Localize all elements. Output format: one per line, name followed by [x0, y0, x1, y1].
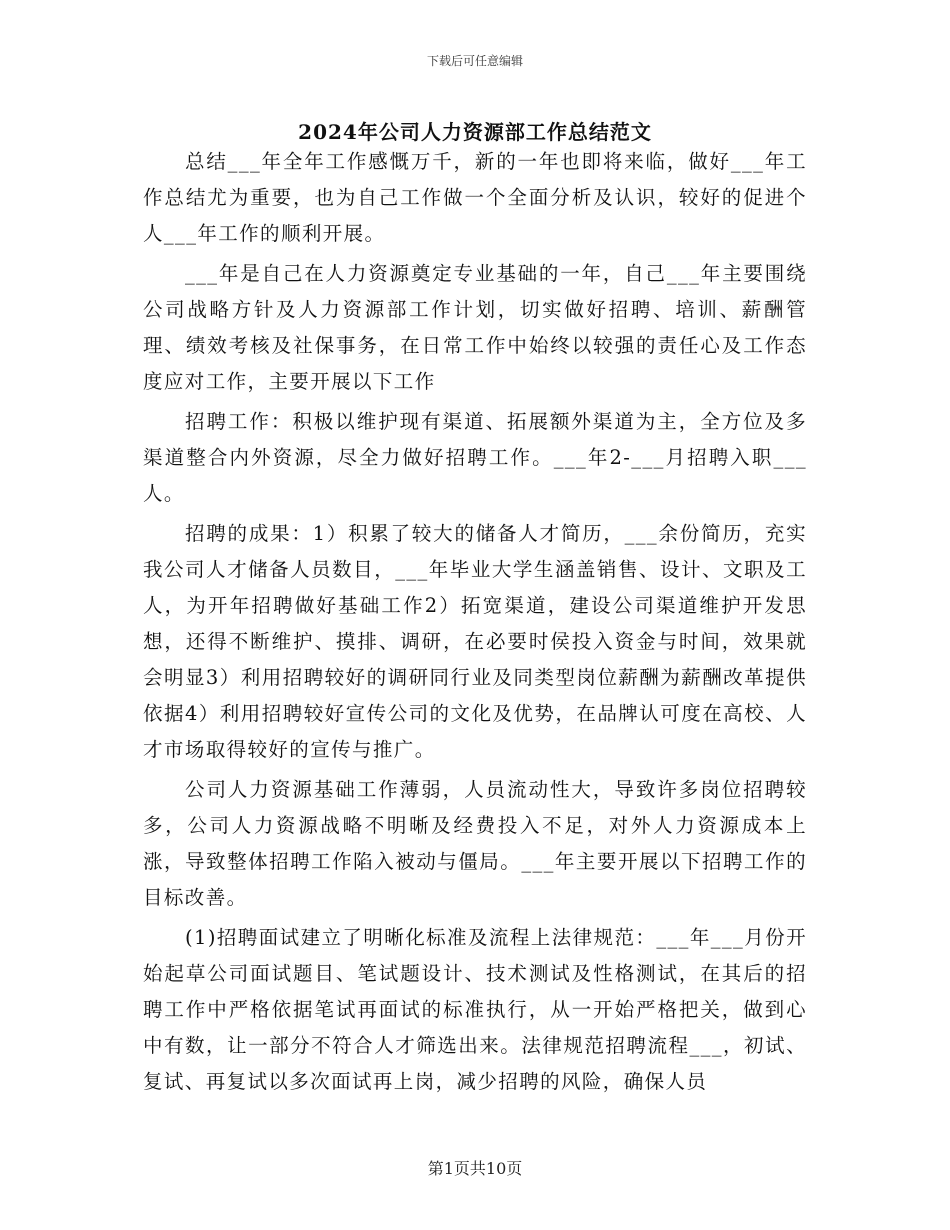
paragraph: 总结___年全年工作感慨万千，新的一年也即将来临，做好___年工作总结尤为重要，也为自己工作做一个全面分析及认识，较好的促进个人___年工作的顺利开展。	[143, 150, 807, 245]
document-body	[143, 144, 807, 1104]
paragraph: 招聘工作：积极以维护现有渠道、拓展额外渠道为主，全方位及多渠道整合内外资源，尽全力做好招聘工作。___年2-___月招聘入职___人。	[143, 410, 807, 505]
paragraph: ___年是自己在人力资源奠定专业基础的一年，自己___年主要围绕公司战略方针及人力资源部工作计划，切实做好招聘、培训、薪酬管理、绩效考核及社保事务，在日常工作中始终以较强的责任心及工作态度应对工作，主要开展以下工作	[143, 262, 807, 393]
page-number: 第1页共10页	[427, 1159, 523, 1178]
paragraph: (1)招聘面试建立了明晰化标准及流程上法律规范：___年___月份开始起草公司面试题目、笔试题设计、技术测试及性格测试，在其后的招聘工作中严格依据笔试再面试的标准执行，从一开始严格把关，做到心中有数，让一部分不符合人才筛选出来。法律规范招聘流程___，初试、复试、再复试以多次面试再上岗，减少招聘的风险，确保人员	[143, 926, 807, 1093]
paragraph: 招聘的成果：1）积累了较大的储备人才简历，___余份简历，充实我公司人才储备人员数目，___年毕业大学生涵盖销售、设计、文职及工人，为开年招聘做好基础工作2）拓宽渠道，建设公司渠道维护开发思想，还得不断维护、摸排、调研，在必要时侯投入资金与时间，效果就会明显3）利用招聘较好的调研同行业及同类型岗位薪酬为薪酬改革提供依据4）利用招聘较好宣传公司的文化及优势，在品牌认可度在高校、人才市场取得较好的宣传与推广。	[143, 522, 807, 761]
document-title: 2024年公司人力资源部工作总结范文	[298, 120, 652, 144]
paragraph: 公司人力资源基础工作薄弱，人员流动性大，导致许多岗位招聘较多，公司人力资源战略不明晰及经费投入不足，对外人力资源成本上涨，导致整体招聘工作陷入被动与僵局。___年主要开展以下招聘工作的目标改善。	[143, 778, 807, 909]
page-header-note: 下载后可任意编辑	[426, 54, 523, 68]
